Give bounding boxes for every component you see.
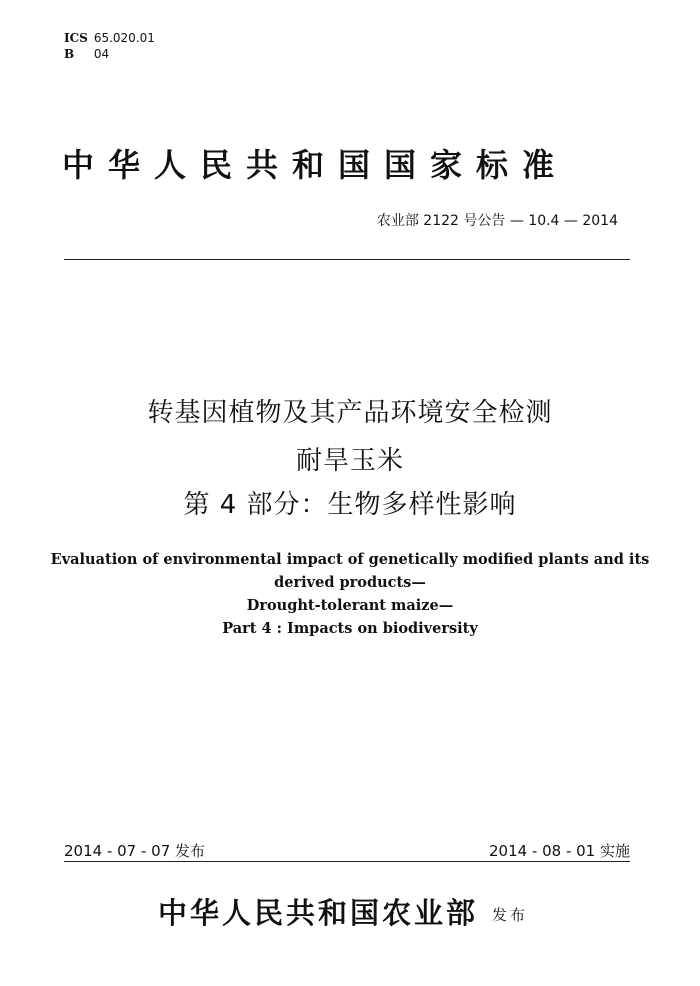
ccs-line [64, 46, 155, 62]
chinese-title-line-1: 转基因植物及其产品环境安全检测 [147, 398, 553, 428]
english-title-line-2: derived products— [274, 574, 426, 591]
top-divider [64, 259, 630, 260]
ics-label: ICS [64, 31, 88, 45]
bottom-divider [64, 861, 630, 862]
ccs-code: 04 [93, 47, 110, 61]
classification-codes [64, 30, 155, 62]
issuing-action: 发布 [492, 906, 529, 924]
issuing-authority: 中华人民共和国农业部 [158, 896, 479, 930]
english-title-line-3: Drought-tolerant maize— [246, 597, 454, 614]
issue-date: 2014 - 07 - 07 发布 [64, 842, 206, 860]
standard-type-heading: 中华人民共和国国家标准 [62, 146, 569, 184]
english-title-line-1: Evaluation of environmental impact of genetically modified plants and its [50, 551, 650, 568]
standard-number: 农业部 2122 号公告 — 10.4 — 2014 [376, 213, 618, 229]
effective-date: 2014 - 08 - 01 实施 [488, 842, 630, 860]
ics-line [64, 30, 155, 46]
english-title-line-4: Part 4 : Impacts on biodiversity [222, 620, 478, 637]
ccs-label: B [64, 47, 75, 61]
ics-code: 65.020.01 [93, 31, 155, 45]
chinese-title-line-2: 耐旱玉米 [295, 446, 404, 476]
chinese-title-line-3: 第 4 部分：生物多样性影响 [183, 490, 517, 520]
